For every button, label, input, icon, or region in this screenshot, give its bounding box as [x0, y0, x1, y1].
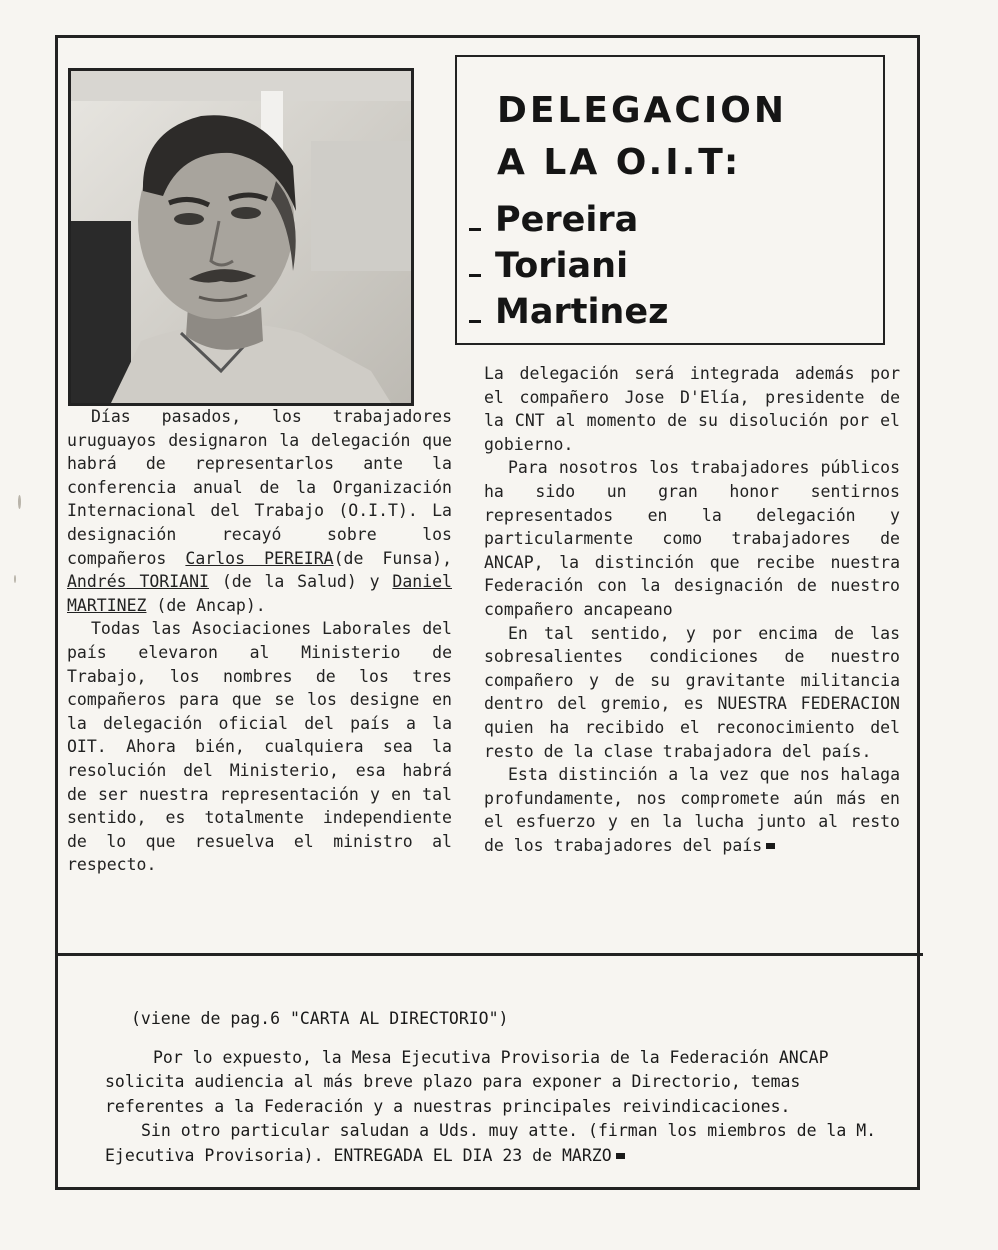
delegate-name-martinez: Daniel MARTINEZ: [67, 572, 452, 615]
bottom-paragraph-2: [105, 1119, 895, 1168]
delegate-item: [469, 243, 668, 289]
delegate-name: Pereira: [495, 200, 639, 240]
right-article-column: [484, 362, 900, 857]
letter-continuation-section: [105, 1007, 895, 1168]
headline-box: [455, 55, 885, 345]
right-paragraph-1: La delegación será integrada además por el compañero Jose D'Elía, presidente de la CNT al momento de su disolución por el gobierno.: [484, 364, 900, 454]
headline-title: [497, 85, 787, 189]
text-run: (de la Salud) y: [208, 572, 393, 592]
dash-mark: [469, 274, 481, 277]
delegate-item: [469, 289, 668, 335]
text-run: Días pasados, los trabajadores uruguayos designaron la delegación que habrá de representarlos ante la conferencia anual de la Organización Internacional del Trabajo (O.I.T). La designación recayó sobre los compañeros: [67, 407, 452, 568]
section-divider: [55, 953, 923, 956]
bottom-paragraph-1: Por lo expuesto, la Mesa Ejecutiva Provisoria de la Federación ANCAP solicita audiencia al más breve plazo para exponer a Directorio, temas referentes a la Federación y a nuestras principales reivindicaciones.: [105, 1047, 829, 1116]
delegate-name-toriani: Andrés TORIANI: [67, 572, 209, 592]
delegate-name: Martinez: [495, 292, 669, 332]
delegate-name-pereira: Carlos PEREIRA: [185, 548, 334, 568]
text-run: Sin otro particular saludan a Uds. muy atte. (firman los miembros de la M. Ejecutiva Provisoria). ENTREGADA EL DIA 23 de MARZO: [105, 1121, 877, 1165]
continuation-reference: (viene de pag.6 "CARTA AL DIRECTORIO"): [131, 1009, 509, 1028]
delegate-name: Toriani: [495, 246, 629, 286]
left-paragraph-1: [67, 405, 452, 617]
dash-mark: [469, 228, 481, 231]
text-run: Esta distinción a la vez que nos halaga profundamente, nos compromete aún más en el esfuerzo y en la lucha junto al resto de los trabajadores del país: [484, 765, 900, 855]
text-run: (de Ancap).: [146, 595, 266, 615]
left-paragraph-2: Todas las Asociaciones Laborales del país elevaron al Ministerio de Trabajo, los nombres de los tres compañeros para que se los designe en la delegación oficial del país a la OIT. Ahora bién, cualquiera sea la resolución del Ministerio, esa habrá de ser nuestra representación y en tal sentido, es totalmente independiente de lo que resuelva el ministro al respecto.: [67, 619, 452, 875]
text-run: (de Funsa),: [333, 548, 453, 568]
right-paragraph-3: En tal sentido, y por encima de las sobresalientes condiciones de nuestro compañero y de su gravitante militancia dentro del gremio, es NUESTRA FEDERACION quien ha recibido el reconocimiento del resto de la clase trabajadora del país.: [484, 623, 900, 761]
left-article-column: [67, 405, 452, 877]
delegate-item: [469, 197, 668, 243]
paper-speck: [18, 495, 21, 509]
right-paragraph-4: [484, 763, 900, 857]
dash-mark: [469, 320, 481, 323]
end-mark: [766, 843, 775, 849]
headline-line-2: A LA O.I.T:: [497, 142, 742, 183]
headline-line-1: DELEGACION: [497, 90, 787, 131]
delegate-list: [469, 197, 668, 335]
end-mark: [616, 1153, 625, 1159]
right-paragraph-2: Para nosotros los trabajadores públicos ha sido un gran honor sentirnos representados en la delegación y particularmente como trabajadores de ANCAP, la distinción que recibe nuestra Federación con la designación de nuestro compañero ancapeano: [484, 458, 900, 619]
portrait-image: [71, 71, 411, 403]
delegate-portrait-photo: [68, 68, 414, 406]
paper-speck: [14, 575, 16, 583]
